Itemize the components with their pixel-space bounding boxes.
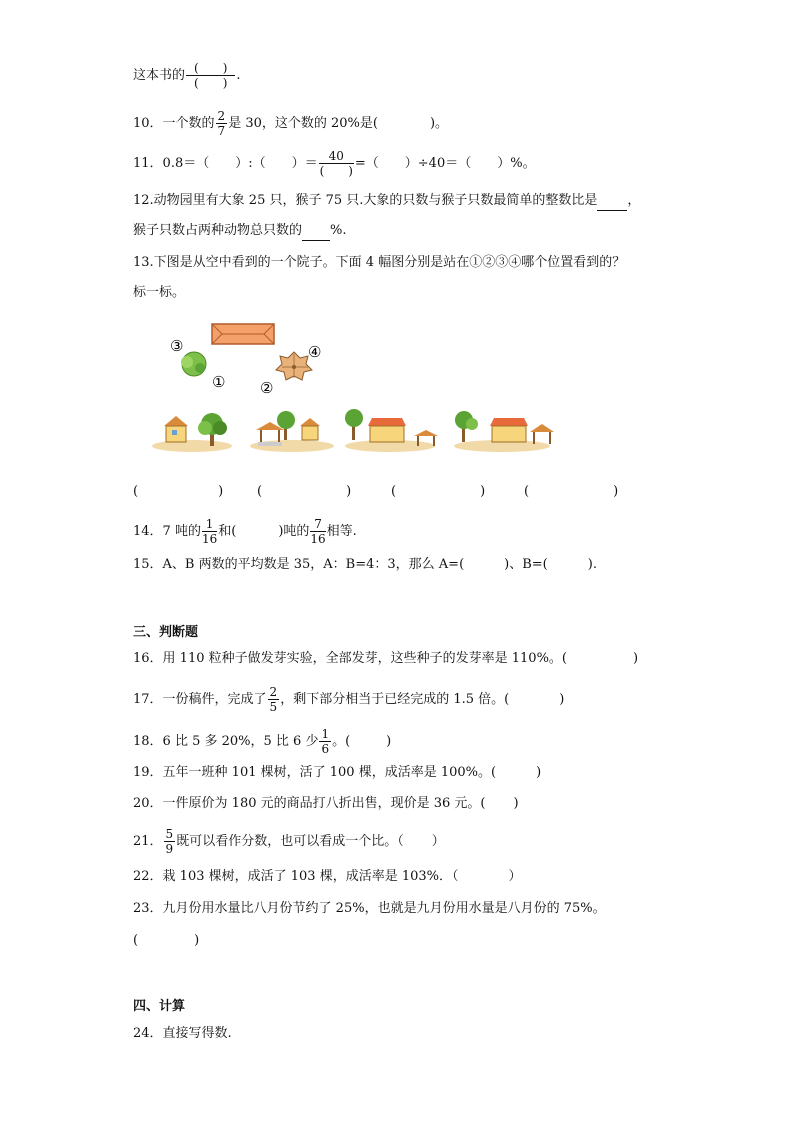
question-21: 21． $\frac{5}{9}$ 既可以看作分数，也可以看成一个比。（ ） [133,827,445,856]
position-1-label: ① [212,373,226,391]
pavilion-top-view [276,352,312,380]
question-23: 23．九月份用水量比八月份节约了 25%，也就是九月份用水量是八月份的 75%。 [133,901,606,916]
question-24: 24．直接写得数. [133,1026,232,1041]
question-10: 10．一个数的 $\frac{2}{7}$ 是 30，这个数的 20%是( )。 [133,109,449,138]
question-12-line2: 猴子只数占两种动物总只数的 %. [133,222,347,241]
courtyard-figure [150,322,570,462]
question-19: 19．五年一班种 101 棵树，活了 100 棵，成活率是 100%。( ) [133,765,542,780]
question-23-answer[interactable]: ( ) [133,933,200,948]
question-17: 17．一份稿件，完成了 $\frac{2}{5}$ ，剩下部分相当于已经完成的 1.5 倍。( ) [133,685,565,714]
view-picture-2 [250,411,334,452]
position-4-label: ④ [308,343,322,361]
fraction: $\frac{5}{9}$ [165,827,174,856]
fraction: $\frac{2}{5}$ [269,685,278,714]
answer-paren-1[interactable]: ( ) [133,484,224,499]
question-18: 18．6 比 5 多 20%，5 比 6 少 $\frac{1}{6}$ 。( ) [133,727,392,756]
question-13-line1: 13.下图是从空中看到的一个院子。下面 4 幅图分别是站在①②③④哪个位置看到的？ [133,255,626,270]
q9-tail: 这本书的 $\frac{( )}{( )}$ . [133,61,241,90]
view-picture-4 [454,411,554,452]
fraction: $\frac{7}{16}$ [310,517,326,546]
fraction: $\frac{2}{7}$ [217,109,226,138]
courtyard-illustration [150,322,570,462]
answer-paren-4[interactable]: ( ) [524,484,619,499]
question-16: 16．用 110 粒种子做发芽实验，全部发芽，这些种子的发芽率是 110%。( ) [133,651,639,666]
fraction: $\frac{1}{6}$ [321,727,330,756]
section-heading-3: 三、判断题 [133,625,199,640]
answer-paren-2[interactable]: ( ) [257,484,352,499]
question-13-line2: 标一标。 [133,285,186,300]
question-11: 11．0.8＝（ ）:（ ）＝ $\frac{40}{( )}$ =（ ）÷40＝（ ）%。 [133,149,536,178]
question-20: 20．一件原价为 180 元的商品打八折出售，现价是 36 元。( ) [133,796,519,811]
fraction: $\frac{40}{( )}$ [319,149,353,178]
section-heading-4: 四、计算 [133,999,186,1014]
tree-top-view [181,352,206,376]
answer-blank[interactable] [302,222,330,241]
view-picture-3 [345,409,438,452]
question-22: 22．栽 103 棵树，成活了 103 棵，成活率是 103%．（ ） [133,869,522,884]
answer-blank[interactable] [597,192,627,211]
answer-paren-3[interactable]: ( ) [391,484,486,499]
question-15: 15．A、B 两数的平均数是 35，A：B=4：3，那么 A=( )、B=( ). [133,557,597,572]
fraction: $\frac{1}{16}$ [201,517,218,546]
position-2-label: ② [260,379,274,397]
roof-top-view [212,324,274,344]
question-14: 14．7 吨的 $\frac{1}{16}$ 和( )吨的 $\frac{7}{16}$ 相等. [133,517,357,546]
position-3-label: ③ [170,337,184,355]
question-12-line1: 12.动物园里有大象 25 只，猴子 75 只.大象的只数与猴子只数最简单的整数比是 ， [133,192,640,211]
view-picture-1 [152,413,232,452]
fraction: $\frac{( )}{( )}$ [186,62,235,89]
